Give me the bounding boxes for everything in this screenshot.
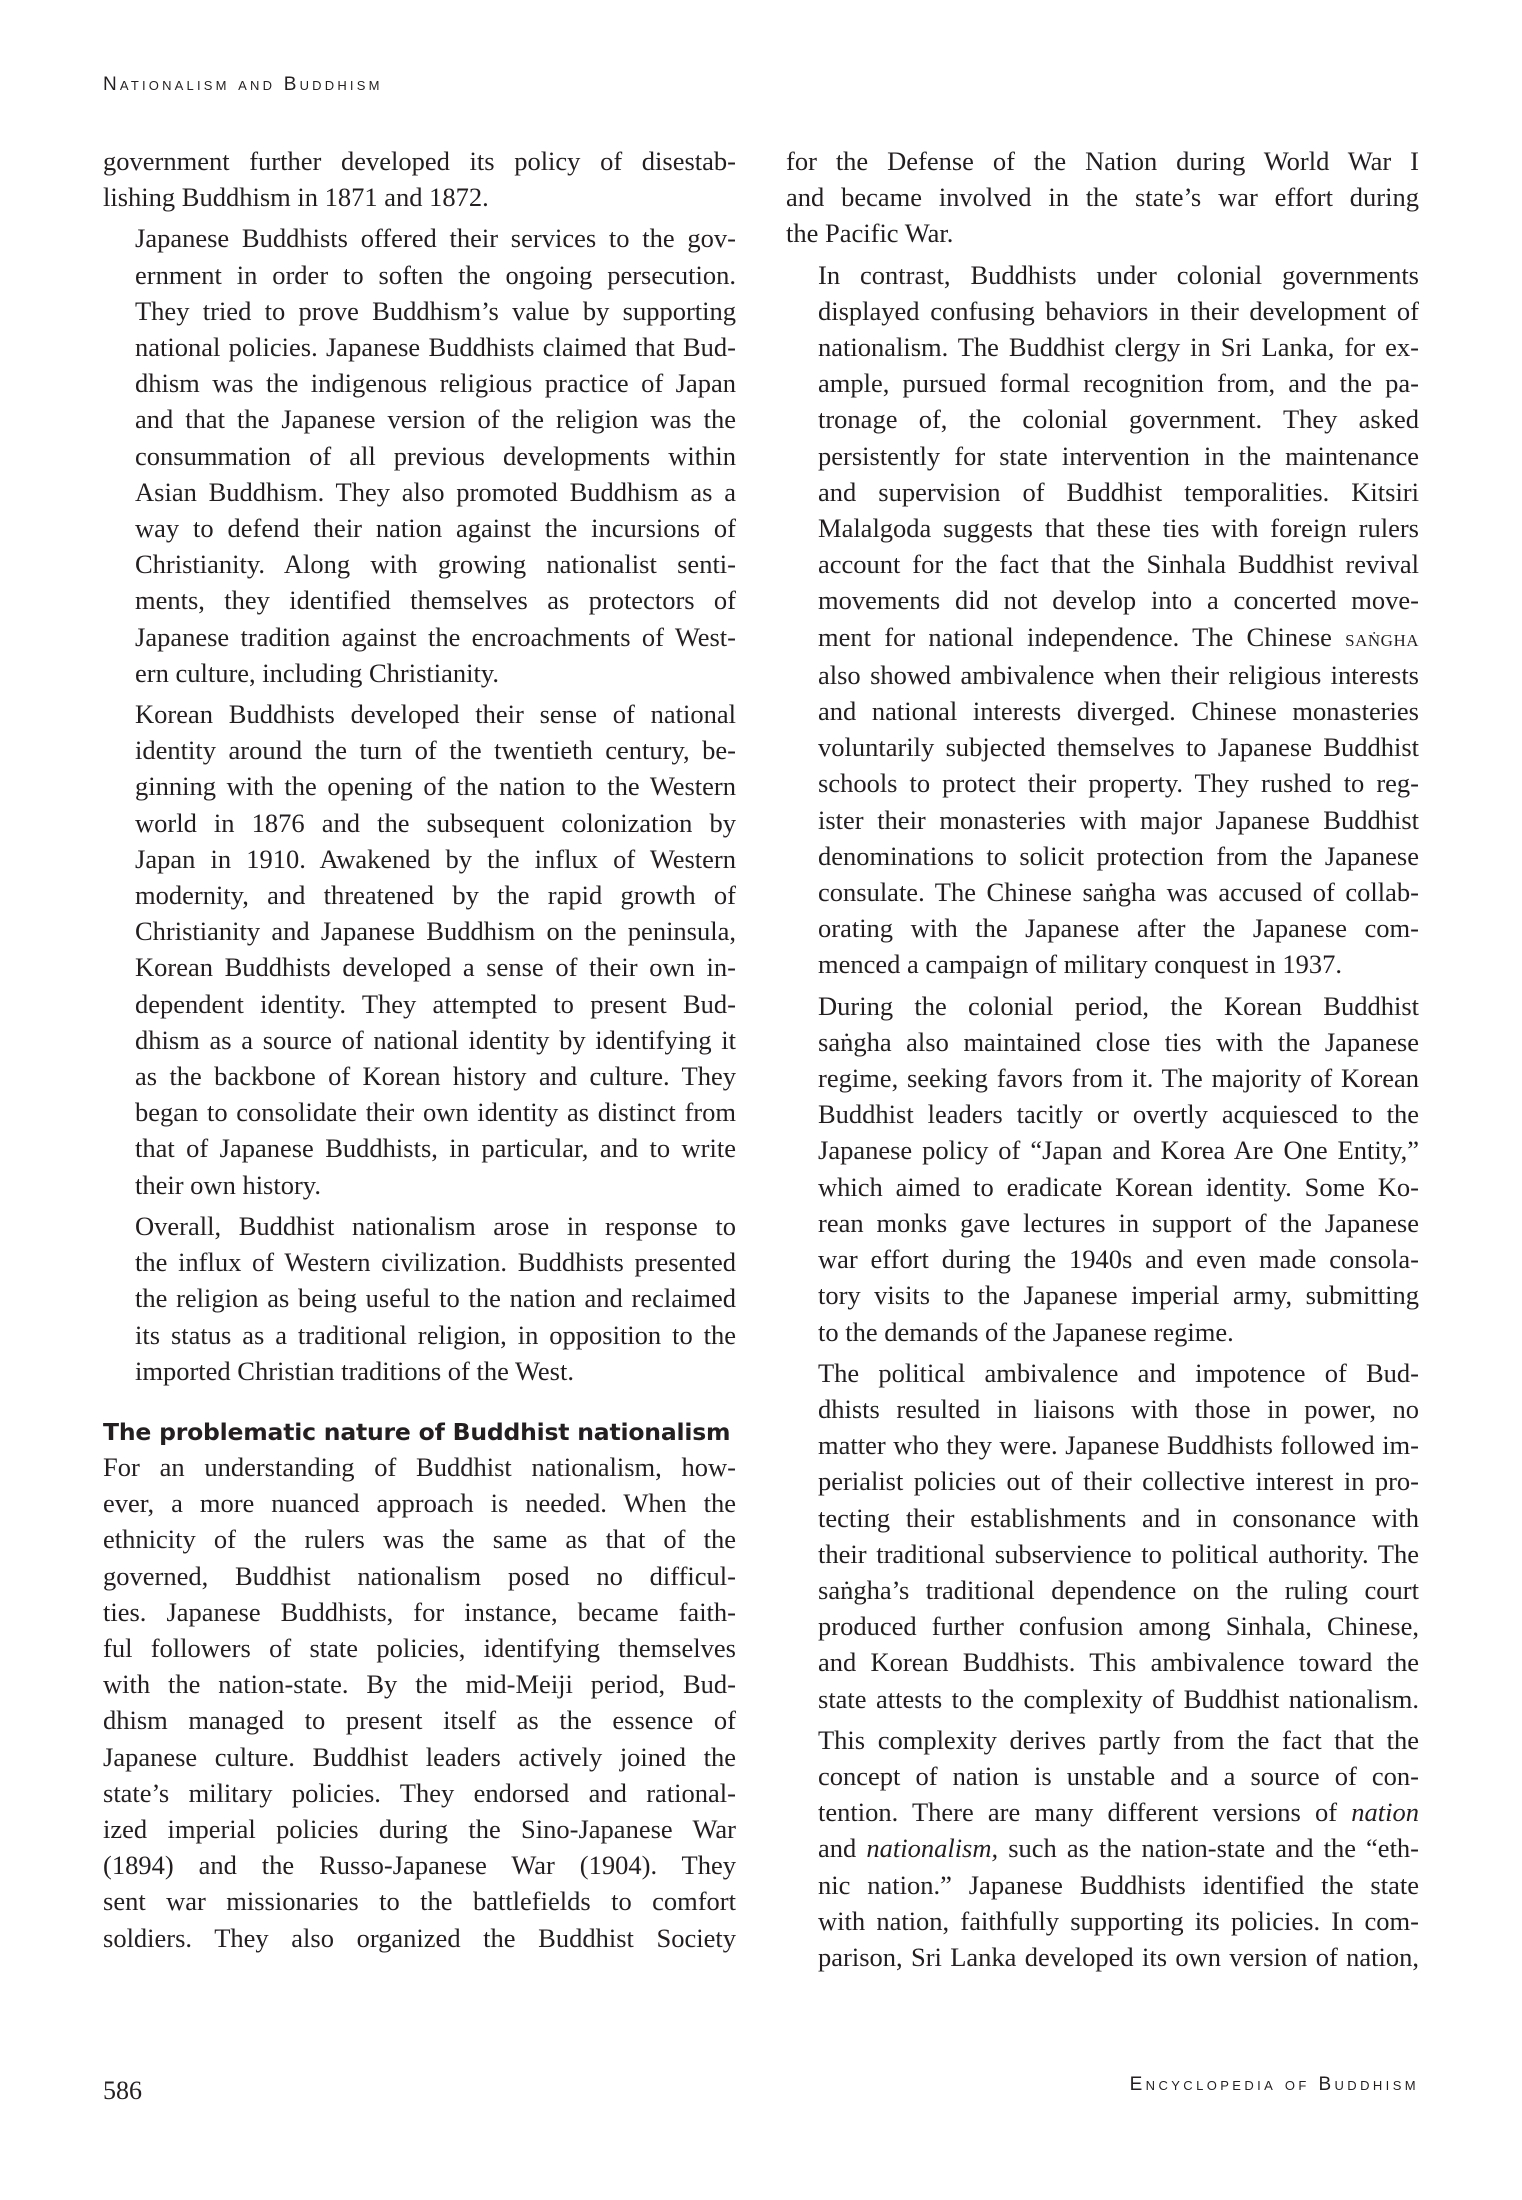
text-line: state attests to the complexity of Buddhist nationalism.	[818, 1683, 1419, 1714]
text-line: their traditional subservience to political authority. The	[818, 1538, 1419, 1569]
text-line: way to defend their nation against the incursions of	[135, 513, 736, 544]
text-line: consummation of all previous developments within	[135, 440, 736, 471]
text-line: dhism was the indigenous religious practice of Japan	[135, 368, 736, 399]
text-line: matter who they were. Japanese Buddhists followed im-	[818, 1430, 1419, 1461]
text-line: governed, Buddhist nationalism posed no difficul-	[103, 1560, 736, 1591]
text-line: parison, Sri Lanka developed its own version of nation,	[818, 1941, 1419, 1972]
paragraph	[103, 696, 736, 1203]
text-line: which aimed to eradicate Korean identity. Some Ko-	[818, 1171, 1419, 1202]
text-line: ized imperial policies during the Sino-Japanese War	[103, 1813, 736, 1844]
text-line: ample, pursued formal recognition from, and the pa-	[818, 368, 1419, 399]
text-line: to the demands of the Japanese regime.	[818, 1316, 1234, 1347]
text-line: began to consolidate their own identity as distinct from	[135, 1097, 736, 1128]
text-line: and Korean Buddhists. This ambivalence toward the	[818, 1647, 1419, 1678]
text-line: lishing Buddhism in 1871 and 1872.	[103, 182, 489, 213]
running-header-title: Nationalism and Buddhism	[103, 74, 383, 95]
text-line: movements did not develop into a concerted move-	[818, 585, 1419, 616]
text-line: dependent identity. They attempted to present Bud-	[135, 988, 736, 1019]
paragraph	[103, 1208, 736, 1389]
text-line: ever, a more nuanced approach is needed. When the	[103, 1488, 736, 1519]
text-line: ginning with the opening of the nation to the Western	[135, 771, 736, 802]
text-line: consulate. The Chinese saṅgha was accused of collab-	[818, 877, 1419, 908]
text-line: Korean Buddhists developed their sense of national	[135, 699, 736, 730]
text-line: concept of nation is unstable and a source of con-	[818, 1760, 1419, 1791]
text-line: national policies. Japanese Buddhists claimed that Bud-	[135, 332, 736, 363]
text-line: Asian Buddhism. They also promoted Buddhism as a	[135, 476, 736, 507]
text-line: ethnicity of the rulers was the same as that of the	[103, 1524, 736, 1555]
text-line: and supervision of Buddhist temporalities. Kitsiri	[818, 476, 1419, 507]
paragraph	[103, 220, 736, 691]
text-line: the Pacific War.	[786, 218, 954, 249]
text-line: and that the Japanese version of the religion was the	[135, 404, 736, 435]
text-line: persistently for state intervention in the maintenance	[818, 440, 1419, 471]
text-line: with the nation-state. By the mid-Meiji period, Bud-	[103, 1669, 736, 1700]
italic-term: nation	[1351, 1797, 1419, 1828]
text-line: During the colonial period, the Korean Buddhist	[818, 990, 1419, 1021]
text-line: Korean Buddhists developed a sense of their own in-	[135, 952, 736, 983]
text-span: tention. There are many different versions of	[818, 1797, 1352, 1828]
text-line: and national interests diverged. Chinese monasteries	[818, 696, 1419, 727]
text-line: ern culture, including Christianity.	[135, 657, 500, 688]
text-span: such as the nation-state and the “eth-	[998, 1833, 1420, 1864]
text-line: Overall, Buddhist nationalism arose in response to	[135, 1210, 736, 1241]
text-line: account for the fact that the Sinhala Buddhist revival	[818, 549, 1419, 580]
paragraph	[786, 143, 1419, 252]
text-line: sent war missionaries to the battlefields to comfort	[103, 1886, 736, 1917]
section-heading: The problematic nature of Buddhist nationalism	[103, 1417, 731, 1446]
text-line: denominations to solicit protection from the Japanese	[818, 840, 1419, 871]
text-line: the religion as being useful to the nation and reclaimed	[135, 1283, 736, 1314]
page-number: 586	[103, 2076, 142, 2105]
text-line: Japanese tradition against the encroachments of West-	[135, 621, 736, 652]
paragraph	[786, 988, 1419, 1350]
text-line: soldiers. They also organized the Buddhist Society	[103, 1922, 736, 1953]
text-line: displayed confusing behaviors in their development of	[818, 295, 1419, 326]
text-line: ister their monasteries with major Japanese Buddhist	[818, 804, 1419, 835]
text-line: dhism as a source of national identity by identifying it	[135, 1024, 736, 1055]
text-line: saṅgha also maintained close ties with the Japanese	[818, 1026, 1419, 1057]
text-line: Japanese Buddhists offered their services to the gov-	[135, 223, 736, 254]
paragraph	[786, 1722, 1419, 1975]
text-line	[786, 1830, 1419, 1866]
text-line: orating with the Japanese after the Japanese com-	[818, 913, 1419, 944]
text-line: saṅgha’s traditional dependence on the ruling court	[818, 1574, 1419, 1605]
text-line	[786, 619, 1419, 657]
text-line: This complexity derives partly from the fact that the	[818, 1724, 1419, 1755]
text-line: Japanese culture. Buddhist leaders actively joined the	[103, 1741, 736, 1772]
text-line: regime, seeking favors from it. The majority of Korean	[818, 1063, 1419, 1094]
cross-reference-term[interactable]: saṅgha	[1345, 624, 1419, 652]
text-line: also showed ambivalence when their religious interests	[818, 659, 1419, 690]
text-line: government further developed its policy of disestab-	[103, 146, 736, 176]
right-column	[786, 143, 1419, 1980]
text-line: ernment in order to soften the ongoing persecution.	[135, 259, 736, 290]
text-line: produced further confusion among Sinhala, Chinese,	[818, 1611, 1419, 1642]
italic-term: nationalism,	[866, 1833, 999, 1864]
text-line: Japan in 1910. Awakened by the influx of Western	[135, 843, 736, 874]
left-column	[103, 143, 736, 1961]
text-line: modernity, and threatened by the rapid growth of	[135, 880, 736, 911]
text-line: imported Christian traditions of the West.	[135, 1355, 574, 1386]
running-footer-title: Encyclopedia of Buddhism	[1129, 2074, 1419, 2095]
text-line: ties. Japanese Buddhists, for instance, became faith-	[103, 1596, 736, 1627]
text-line: (1894) and the Russo-Japanese War (1904). They	[103, 1850, 736, 1881]
text-line: The political ambivalence and impotence of Bud-	[818, 1357, 1419, 1388]
text-line: its status as a traditional religion, in opposition to the	[135, 1319, 736, 1350]
text-line: war effort during the 1940s and even made consola-	[818, 1244, 1419, 1275]
text-line: nic nation.” Japanese Buddhists identified the state	[818, 1869, 1419, 1900]
text-line: state’s military policies. They endorsed and rational-	[103, 1777, 736, 1808]
paragraph	[103, 1449, 736, 1956]
text-line: perialist policies out of their collective interest in pro-	[818, 1466, 1419, 1497]
text-line: schools to protect their property. They rushed to reg-	[818, 768, 1419, 799]
text-line: Japanese policy of “Japan and Korea Are One Entity,”	[818, 1135, 1419, 1166]
text-line: world in 1876 and the subsequent colonization by	[135, 807, 736, 838]
text-line: Malalgoda suggests that these ties with foreign rulers	[818, 513, 1419, 544]
text-line: tronage of, the colonial government. They asked	[818, 404, 1419, 435]
paragraph	[786, 257, 1419, 983]
text-line: with nation, faithfully supporting its policies. In com-	[818, 1905, 1419, 1936]
text-line	[786, 1794, 1419, 1830]
text-line: that of Japanese Buddhists, in particular, and to write	[135, 1133, 736, 1164]
text-line: nationalism. The Buddhist clergy in Sri Lanka, for ex-	[818, 332, 1419, 363]
text-line: their own history.	[135, 1169, 321, 1200]
text-line: ful followers of state policies, identifying themselves	[103, 1632, 736, 1663]
text-line: voluntarily subjected themselves to Japanese Buddhist	[818, 732, 1419, 763]
text-line: menced a campaign of military conquest in 1937.	[818, 949, 1342, 980]
text-line: In contrast, Buddhists under colonial governments	[818, 259, 1419, 290]
text-span: and	[818, 1833, 867, 1864]
text-line: dhists resulted in liaisons with those in power, no	[818, 1393, 1419, 1424]
paragraph	[103, 143, 736, 215]
paragraph	[786, 1355, 1419, 1717]
text-line: dhism managed to present itself as the essence of	[103, 1705, 736, 1736]
text-line: tory visits to the Japanese imperial army, submitting	[818, 1280, 1419, 1311]
text-line: the influx of Western civilization. Buddhists presented	[135, 1247, 736, 1278]
text-span: ment for national independence. The Chinese	[818, 621, 1346, 652]
text-line: and became involved in the state’s war effort during	[786, 182, 1419, 213]
text-line: Buddhist leaders tacitly or overtly acquiesced to the	[818, 1099, 1419, 1130]
text-line: for the Defense of the Nation during World War I	[786, 146, 1419, 176]
text-line: identity around the turn of the twentieth century, be-	[135, 735, 736, 766]
text-line: ments, they identified themselves as protectors of	[135, 585, 736, 616]
text-line: tecting their establishments and in consonance with	[818, 1502, 1419, 1533]
text-line: as the backbone of Korean history and culture. They	[135, 1061, 736, 1092]
text-line: Christianity. Along with growing nationalist senti-	[135, 549, 736, 580]
text-line: rean monks gave lectures in support of the Japanese	[818, 1207, 1419, 1238]
text-line: They tried to prove Buddhism’s value by supporting	[135, 295, 736, 326]
text-line: Christianity and Japanese Buddhism on the peninsula,	[135, 916, 736, 947]
text-line: For an understanding of Buddhist nationalism, how-	[103, 1451, 736, 1482]
